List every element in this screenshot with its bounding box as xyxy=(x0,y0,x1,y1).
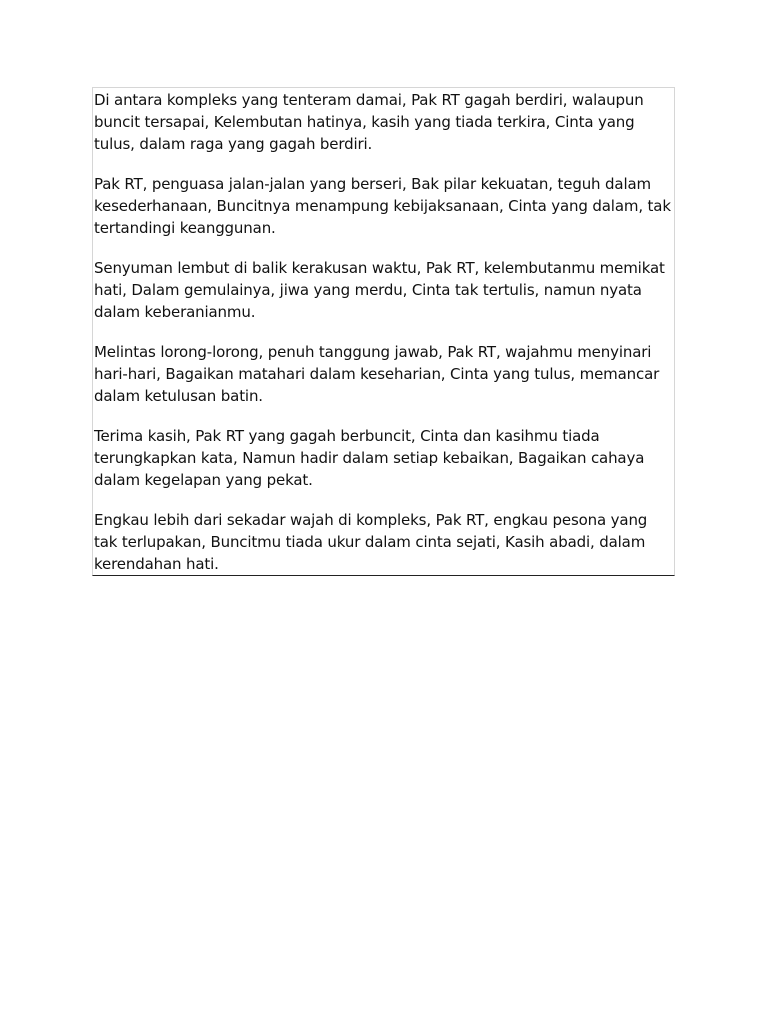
paragraph-4: Melintas lorong-lorong, penuh tanggung jawab, Pak RT, wajahmu menyinari hari-hari, Bagaikan matahari dalam keseharian, Cinta yang tulus, memancar dalam ketulusan batin. xyxy=(94,343,660,405)
paragraph-3: Senyuman lembut di balik kerakusan waktu, Pak RT, kelembutanmu memikat hati, Dalam gemulainya, jiwa yang merdu, Cinta tak tertulis, namun nyata dalam keberanianmu. xyxy=(94,259,665,321)
paragraph-6: Engkau lebih dari sekadar wajah di kompleks, Pak RT, engkau pesona yang tak terlupakan, Buncitmu tiada ukur dalam cinta sejati, Kasih abadi, dalam kerendahan hati. xyxy=(94,511,648,573)
paragraph-5: Terima kasih, Pak RT yang gagah berbuncit, Cinta dan kasihmu tiada terungkapkan kata, Namun hadir dalam setiap kebaikan, Bagaikan cahaya dalam kegelapan yang pekat. xyxy=(94,427,645,489)
paragraph-1: Di antara kompleks yang tenteram damai, Pak RT gagah berdiri, walaupun buncit tersapai, Kelembutan hatinya, kasih yang tiada terkira, Cinta yang tulus, dalam raga yang gagah berdiri. xyxy=(94,91,644,153)
text-box xyxy=(92,87,675,576)
paragraph-2: Pak RT, penguasa jalan-jalan yang berseri, Bak pilar kekuatan, teguh dalam kesederhanaan, Buncitnya menampung kebijaksanaan, Cinta yang dalam, tak tertandingi keanggunan. xyxy=(94,175,671,237)
